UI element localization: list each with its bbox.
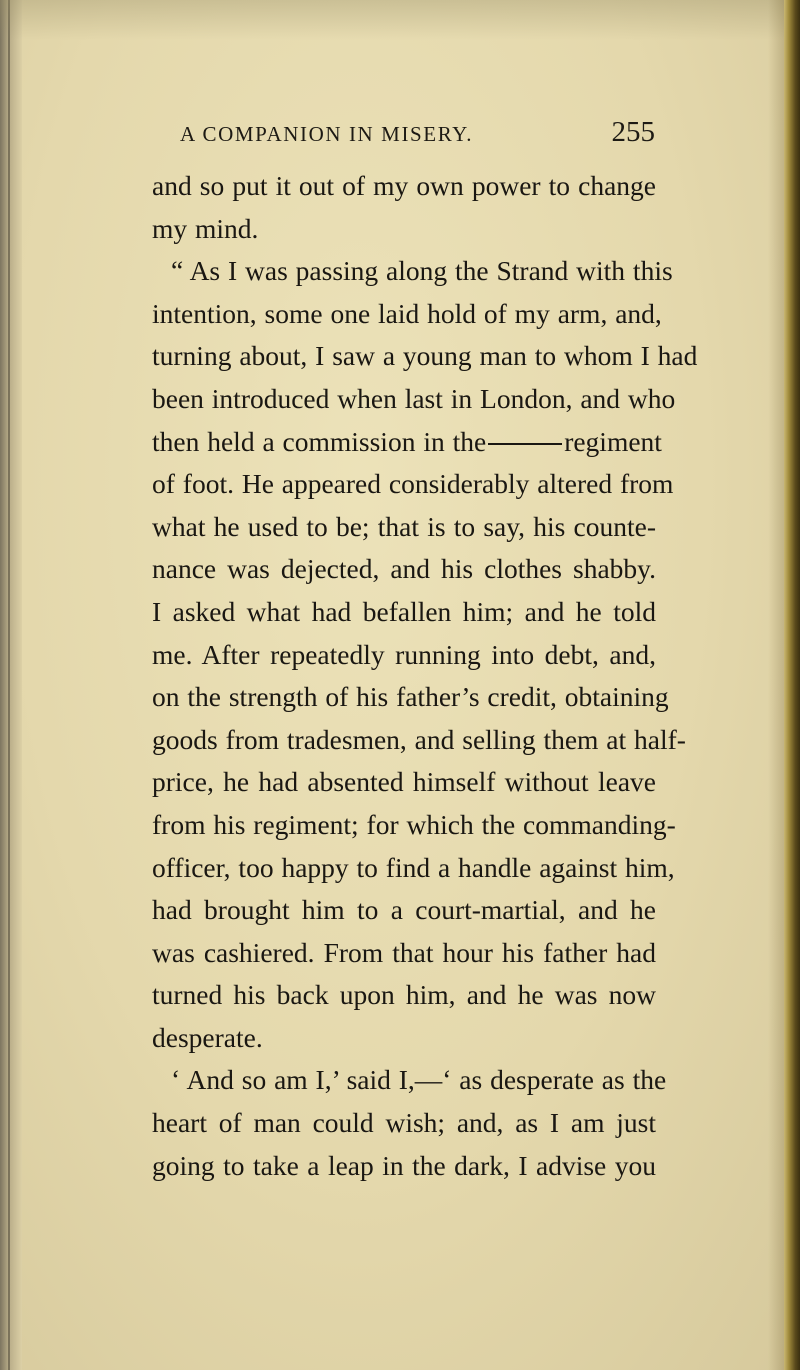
text-line: had brought him to a court-martial, and he — [152, 894, 656, 926]
text-line: nance was dejected, and his clothes shabby. — [152, 553, 656, 585]
text-line: was cashiered. From that hour his father had — [152, 936, 656, 968]
text-line: going to take a leap in the dark, I advise you — [152, 1149, 656, 1181]
text-line: turning about, I saw a young man to whom I had — [152, 340, 698, 372]
text-line: on the strength of his father’s credit, obtaining — [152, 681, 669, 713]
page-header — [150, 118, 660, 152]
text-line: of foot. He appeared considerably altered from — [152, 468, 674, 500]
text-segment: then held a commission in the — [152, 425, 487, 457]
gilt-page-edge — [784, 0, 800, 1370]
text-line: officer, too happy to find a handle against him, — [152, 851, 675, 883]
text-line: “ As I was passing along the Strand with this — [171, 255, 673, 287]
text-line: price, he had absented himself without leave — [152, 766, 656, 798]
text-line: ‘ And so am I,’ said I,—‘ as desperate as the — [171, 1064, 667, 1096]
text-line: goods from tradesmen, and selling them at half- — [152, 723, 686, 755]
text-line: from his regiment; for which the commanding- — [152, 808, 676, 840]
top-page-shadow — [0, 0, 800, 40]
text-segment: regiment — [564, 425, 662, 457]
text-line: and so put it out of my own power to change — [152, 170, 656, 201]
text-line: my mind. — [152, 212, 259, 244]
text-line: turned his back upon him, and he was now — [152, 979, 656, 1011]
text-line: me. After repeatedly running into debt, and, — [152, 638, 656, 670]
text-line: what he used to be; that is to say, his counte- — [152, 510, 656, 542]
page-number: 255 — [611, 116, 655, 148]
page-gutter — [0, 0, 22, 1370]
text-line: desperate. — [152, 1021, 263, 1053]
text-line: intention, some one laid hold of my arm, and, — [152, 297, 662, 329]
text-line-with-dash — [152, 421, 662, 464]
text-line: been introduced when last in London, and who — [152, 382, 676, 414]
gutter-fold-line — [8, 0, 10, 1370]
body-text — [152, 165, 698, 1187]
running-title: A COMPANION IN MISERY. — [180, 122, 474, 146]
text-line: heart of man could wish; and, as I am just — [152, 1107, 656, 1139]
em-rule — [488, 443, 562, 445]
text-line: I asked what had befallen him; and he told — [152, 595, 656, 627]
